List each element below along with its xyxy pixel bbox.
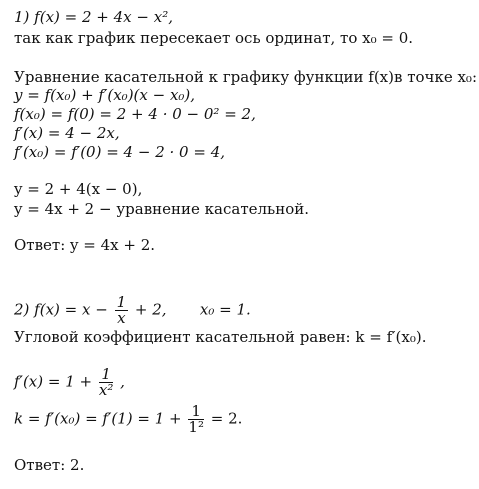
p2-slope-value [14, 404, 242, 435]
p2-slope-fraction [188, 404, 204, 435]
p2-function-frac-den: x [117, 309, 126, 327]
p2-slope-suffix: = 2. [210, 409, 243, 428]
p1-answer: Ответ: y = 4x + 2. [14, 236, 156, 254]
p2-derivative-frac-num: 1 [99, 367, 113, 383]
p2-derivative-frac-den: x² [98, 381, 114, 399]
p2-derivative-suffix: , [120, 372, 125, 391]
p1-substitution: y = 2 + 4(x − 0), [14, 180, 143, 198]
p2-slope-frac-den: 1² [188, 418, 204, 436]
p2-function-frac-num: 1 [116, 293, 127, 311]
p1-condition: так как график пересекает ось ординат, то x₀ = 0. [14, 29, 414, 47]
p1-derivative: f′(x) = 4 − 2x, [14, 124, 120, 142]
p2-derivative [14, 367, 125, 398]
p1-tangent-formula: y = f(x₀) + f′(x₀)(x − x₀), [14, 86, 196, 104]
p2-function [14, 295, 251, 326]
p1-f-x0: f(x₀) = f(0) = 2 + 4 · 0 − 0² = 2, [14, 105, 256, 123]
p2-function-fraction [115, 295, 129, 326]
p2-derivative-fraction [99, 367, 113, 398]
p2-slope-prefix: k = f′(x₀) = f′(1) = 1 + [14, 409, 182, 428]
p1-function: 1) f(x) = 2 + 4x − x², [14, 8, 173, 26]
p2-answer: Ответ: 2. [14, 456, 85, 474]
p2-slope-statement: Угловой коэффициент касательной равен: k = f′(x₀). [14, 328, 427, 346]
p2-function-prefix: 2) f(x) = x − [14, 300, 108, 319]
p2-slope-frac-num: 1 [188, 404, 204, 420]
p2-function-suffix: + 2, x₀ = 1. [134, 300, 251, 319]
p1-tangent-intro: Уравнение касательной к графику функции f(x)в точке x₀: [14, 68, 477, 86]
p1-tangent-result: y = 4x + 2 − уравнение касательной. [14, 200, 309, 218]
p2-derivative-prefix: f′(x) = 1 + [14, 372, 93, 391]
p1-derivative-x0: f′(x₀) = f′(0) = 4 − 2 · 0 = 4, [14, 143, 226, 161]
